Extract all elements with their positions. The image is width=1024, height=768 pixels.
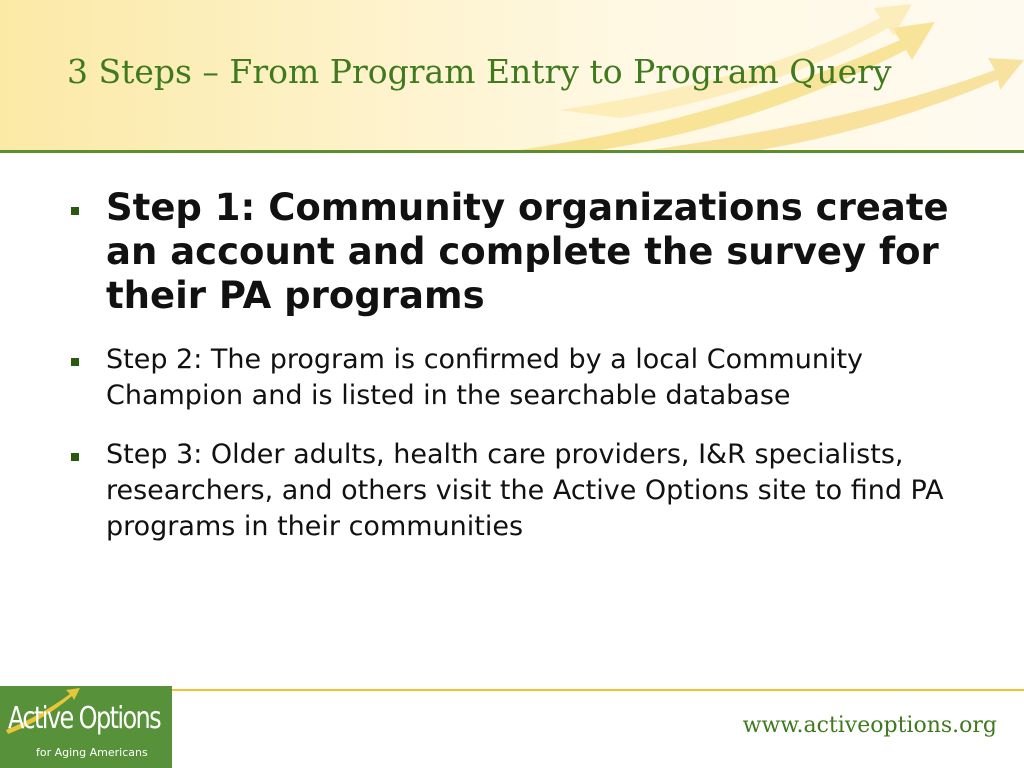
slide-title: 3 Steps – From Program Entry to Program Query (67, 52, 892, 91)
bullet-step-1 (66, 186, 996, 318)
active-options-logo (0, 686, 172, 768)
bullet-step-3 (66, 437, 996, 545)
bullet-list (66, 186, 996, 568)
bullet-marker-icon (71, 207, 79, 215)
logo-wordmark: Active Options (8, 701, 161, 736)
logo-subtext: for Aging Americans (36, 746, 148, 759)
bullet-marker-icon (71, 358, 79, 366)
bullet-marker-icon (71, 453, 79, 461)
bullet-step-1-text: Step 1: Community organizations create an account and complete the survey for their PA programs (106, 186, 949, 317)
footer-divider (172, 689, 1024, 691)
header-divider (0, 150, 1024, 153)
bullet-step-3-text: Step 3: Older adults, health care providers, I&R specialists, researchers, and others visit the Active Options site to find PA programs in their communities (106, 439, 944, 542)
bullet-step-2 (66, 342, 996, 414)
site-url[interactable]: www.activeoptions.org (742, 713, 997, 738)
bullet-step-2-text: Step 2: The program is confirmed by a local Community Champion and is listed in the searchable database (106, 344, 864, 411)
